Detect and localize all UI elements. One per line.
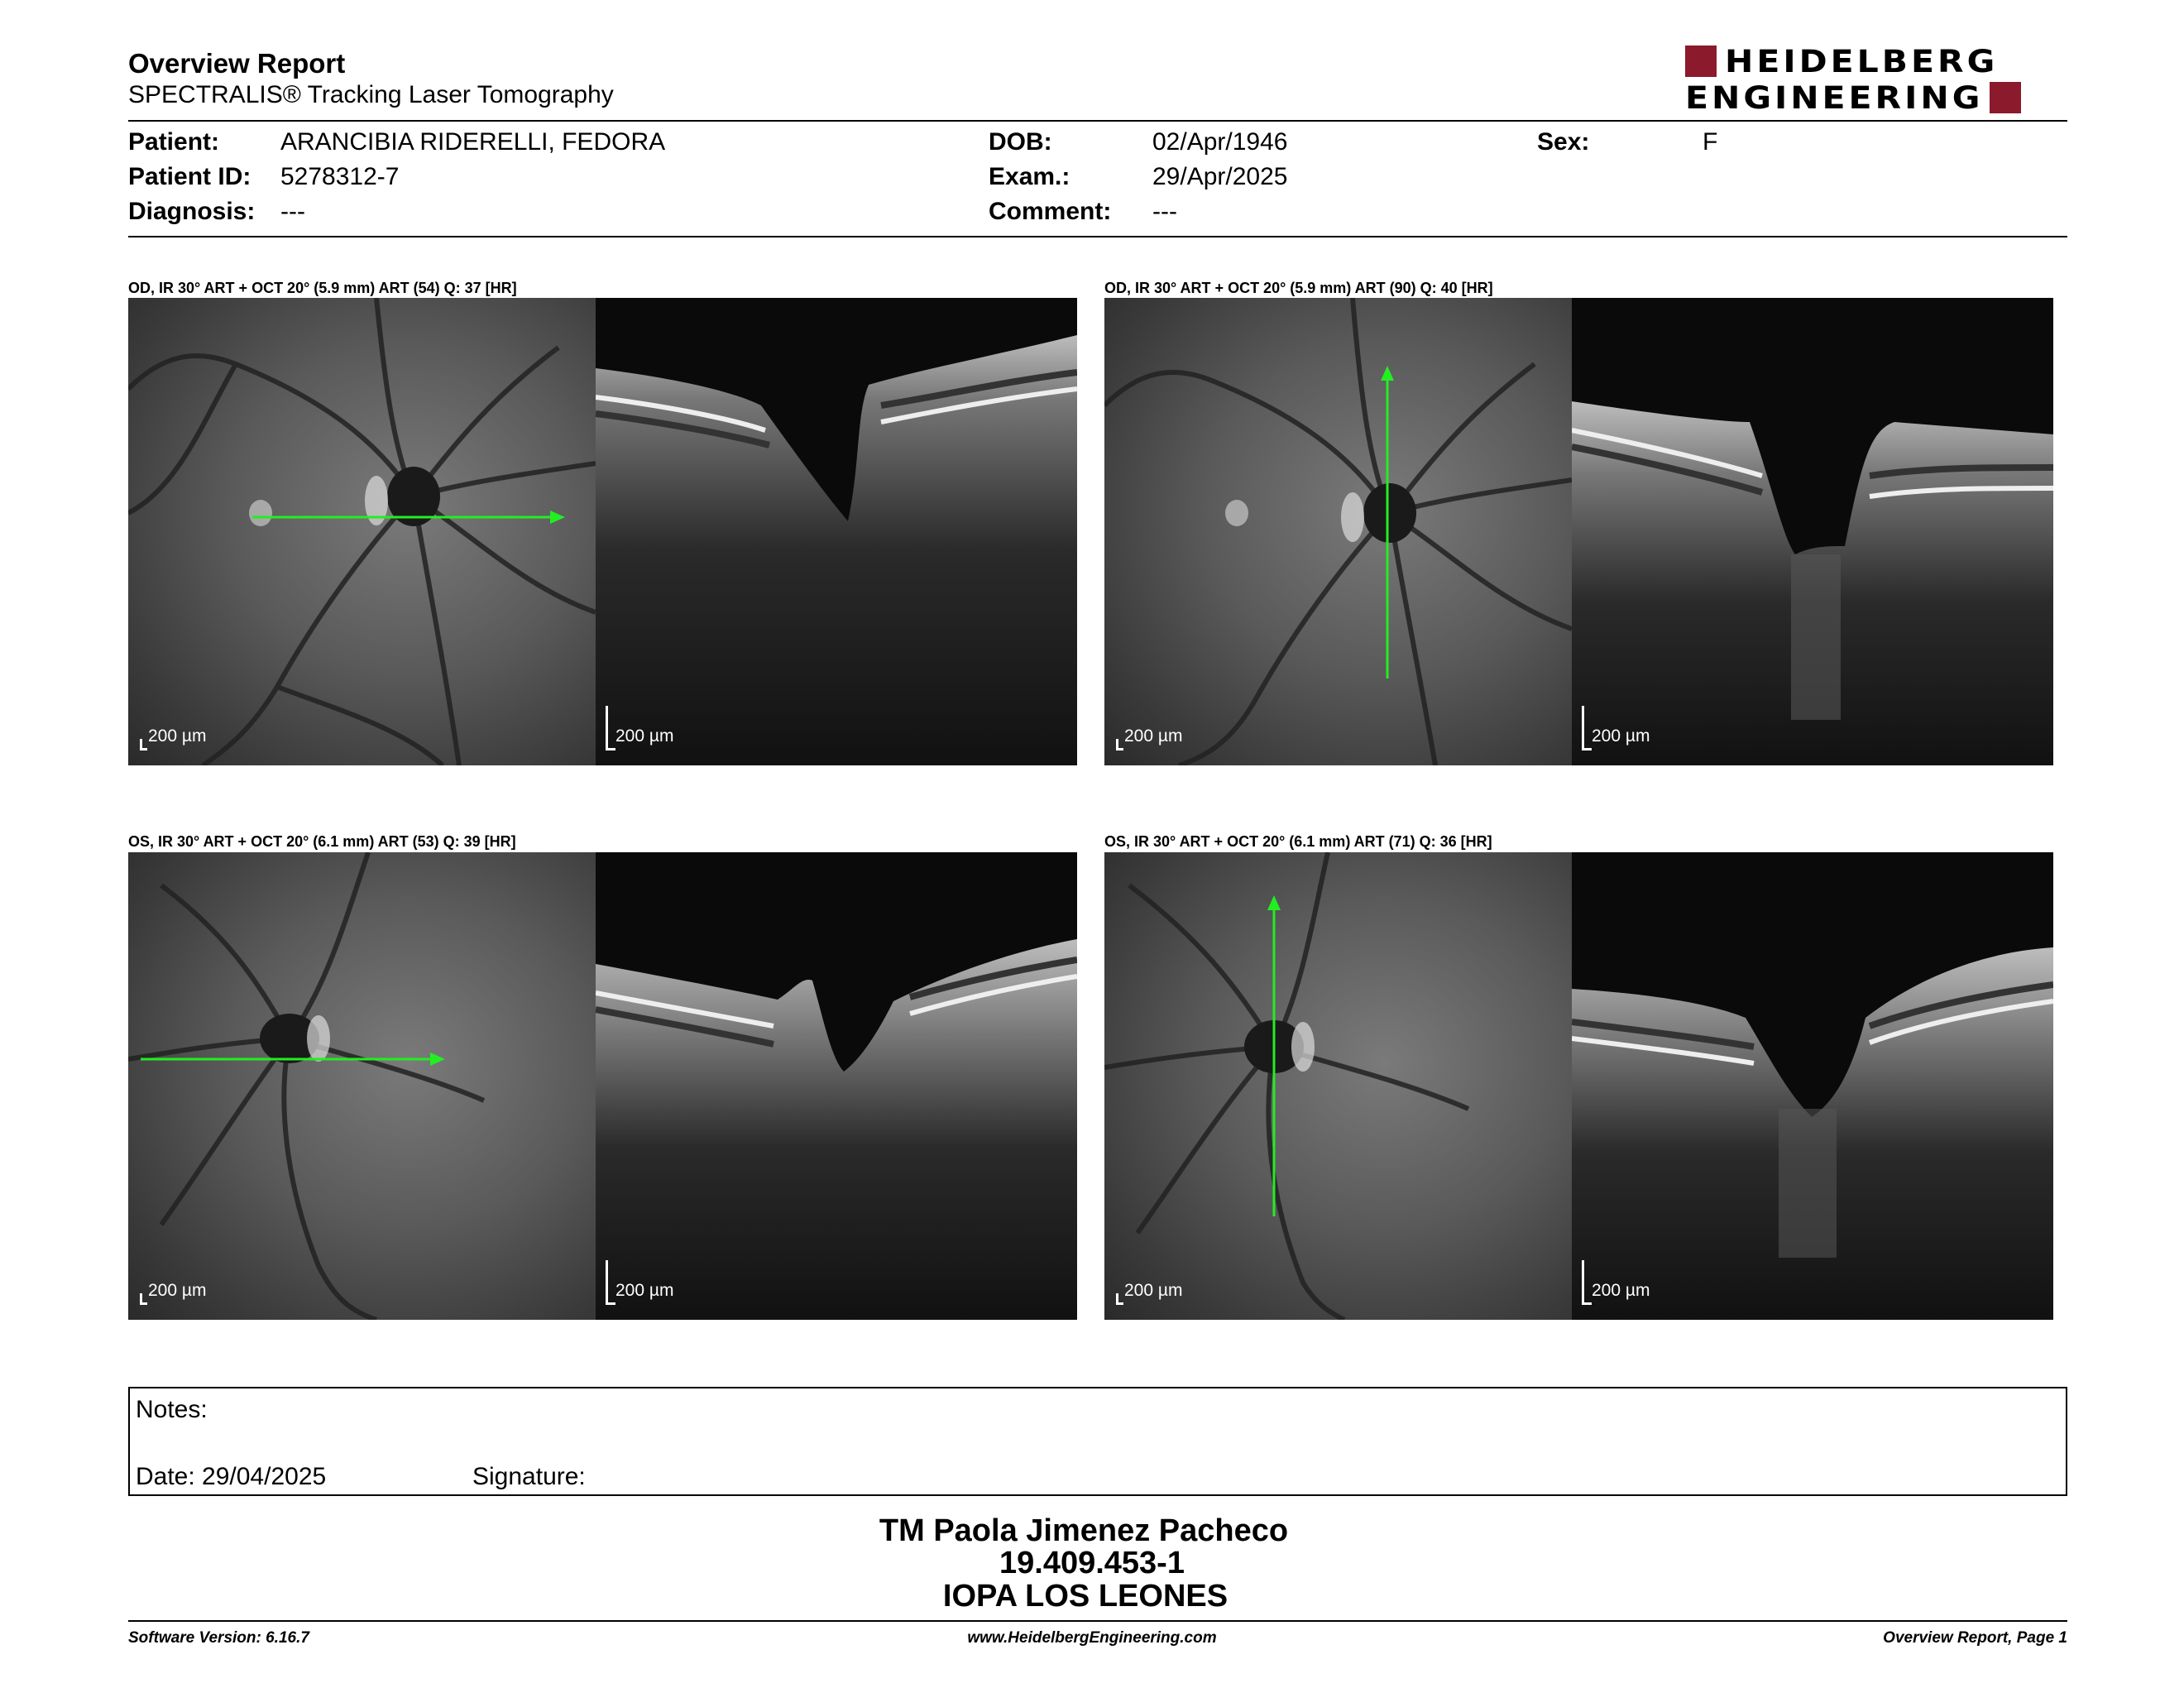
footer-divider [128,1620,2067,1622]
panel-3-caption: OS, IR 30° ART + OCT 20° (6.1 mm) ART (53) Q: 39 [HR] [128,833,516,850]
scale-bar-icon [140,739,147,750]
panel-4-caption: OS, IR 30° ART + OCT 20° (6.1 mm) ART (71) Q: 36 [HR] [1104,833,1492,850]
fundus-vessels [1104,298,1572,765]
logo-line-2: ENGINEERING [1685,79,1984,117]
footer-website[interactable]: www.HeidelbergEngineering.com [967,1629,1217,1647]
comment-label: Comment: [989,198,1112,225]
notes-date: Date: 29/04/2025 [136,1463,327,1490]
heidelberg-logo [1685,42,2067,117]
notes-box[interactable] [128,1387,2067,1496]
panel-3-oct-scan[interactable] [596,852,1077,1320]
panel-1-fundus-scale: 200 µm [148,727,207,746]
panel-2-fundus-scale: 200 µm [1124,727,1183,746]
panel-2-fundus-image[interactable] [1104,298,1572,765]
patient-id-value: 5278312-7 [280,163,400,190]
panel-4-oct-scale: 200 µm [1592,1281,1650,1300]
diagnosis-label: Diagnosis: [128,198,256,225]
footer-page: Overview Report, Page 1 [1883,1629,2067,1647]
exam-label: Exam.: [989,163,1070,190]
patient-info-divider [128,236,2067,237]
scale-bar-icon [1116,1293,1123,1305]
oct-bscan [1572,298,2053,765]
logo-line-1: HEIDELBERG [1725,42,1999,80]
dob-value: 02/Apr/1946 [1152,128,1288,156]
oct-bscan [596,298,1077,765]
panel-4-oct-scan[interactable] [1572,852,2053,1320]
fundus-vessels [128,852,596,1320]
scale-bar-icon [1116,739,1123,750]
diagnosis-value: --- [280,198,305,225]
oct-bscan [596,852,1077,1320]
patient-id-label: Patient ID: [128,163,251,190]
scale-bar-icon [606,706,615,750]
logo-row-1 [1685,42,1999,80]
scale-bar-icon [140,1293,147,1305]
signatory-id: 19.409.453-1 [999,1546,1185,1580]
oct-bscan [1572,852,2053,1320]
fundus-vessels [128,298,596,765]
logo-square-icon [1990,82,2021,113]
panel-1-oct-scale: 200 µm [615,727,674,746]
scale-bar-icon [606,1260,615,1305]
panel-3-oct-scale: 200 µm [615,1281,674,1300]
panel-3-fundus-image[interactable] [128,852,596,1320]
notes-label: Notes: [136,1396,208,1423]
scale-bar-icon [1582,1260,1592,1305]
patient-name: ARANCIBIA RIDERELLI, FEDORA [280,128,666,156]
panel-2-oct-scale: 200 µm [1592,727,1650,746]
logo-row-2 [1685,79,2021,117]
logo-square-icon [1685,46,1717,77]
signatory-institution: IOPA LOS LEONES [942,1579,1228,1614]
panel-1-fundus-image[interactable] [128,298,596,765]
dob-label: DOB: [989,128,1052,156]
panel-4-fundus-scale: 200 µm [1124,1281,1183,1300]
sex-value: F [1703,128,1718,156]
signature-label: Signature: [472,1463,586,1490]
panel-4-fundus-image[interactable] [1104,852,1572,1320]
panel-2-oct-scan[interactable] [1572,298,2053,765]
signatory-name: TM Paola Jimenez Pacheco [879,1513,1289,1548]
header-divider [128,120,2067,122]
exam-value: 29/Apr/2025 [1152,163,1288,190]
panel-3-fundus-scale: 200 µm [148,1281,207,1300]
panel-2-caption: OD, IR 30° ART + OCT 20° (5.9 mm) ART (90) Q: 40 [HR] [1104,280,1493,296]
panel-1-oct-scan[interactable] [596,298,1077,765]
report-subtitle: SPECTRALIS® Tracking Laser Tomography [128,81,614,108]
scale-bar-icon [1582,706,1592,750]
patient-label: Patient: [128,128,220,156]
comment-value: --- [1152,198,1177,225]
report-title: Overview Report [128,48,346,79]
panel-1-caption: OD, IR 30° ART + OCT 20° (5.9 mm) ART (54) Q: 37 [HR] [128,280,517,296]
sex-label: Sex: [1537,128,1590,156]
fundus-vessels [1104,852,1572,1320]
software-version: Software Version: 6.16.7 [128,1629,309,1647]
